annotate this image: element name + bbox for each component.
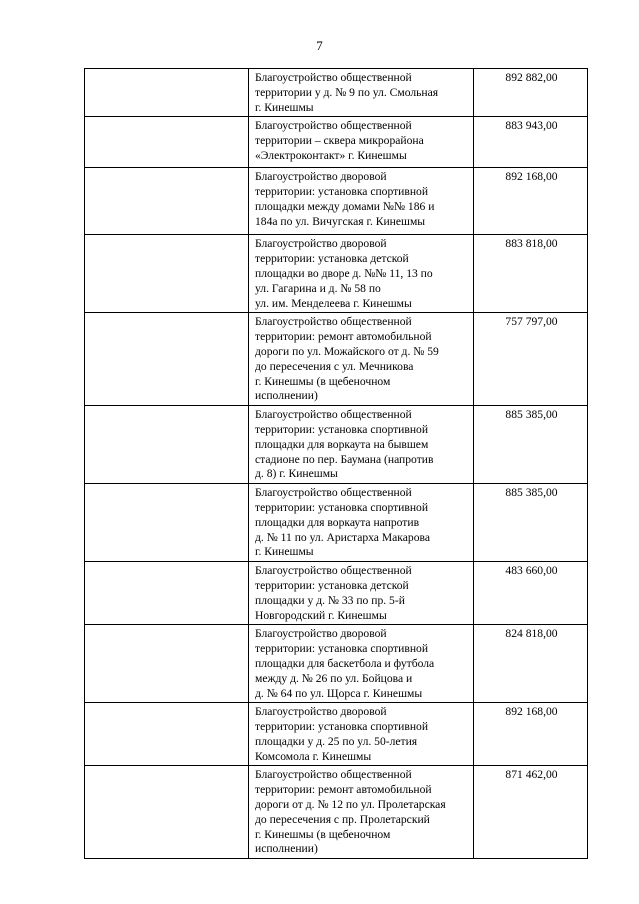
description-line: Благоустройство общественной — [255, 486, 412, 500]
description-line: территории: установка детской — [255, 252, 409, 266]
description-line: Благоустройство общественной — [255, 119, 412, 133]
description-line: д. № 64 по ул. Щорса г. Кинешмы — [255, 686, 423, 700]
description-line: д. 8) г. Кинешмы — [255, 467, 338, 481]
description-line: территории: установка спортивной — [255, 642, 429, 656]
description-line: Благоустройство общественной — [255, 71, 412, 84]
description-cell — [249, 703, 474, 766]
amount-cell: 483 660,00 — [474, 562, 588, 625]
description-line: «Электроконтакт» г. Кинешмы — [255, 148, 407, 162]
description-line: площадки для воркаута на бывшем — [255, 437, 429, 451]
description-line: дороги по ул. Можайского от д. № 59 — [255, 344, 439, 358]
description-line: 184а по ул. Вичугская г. Кинешмы — [255, 214, 426, 228]
description-cell — [249, 235, 474, 313]
empty-cell — [85, 168, 249, 235]
description-line: Благоустройство дворовой — [255, 705, 387, 719]
description-line: площадки между домами №№ 186 и — [255, 199, 435, 213]
table-body — [85, 69, 588, 859]
description-line: исполнении) — [255, 842, 318, 856]
amount-cell: 892 168,00 — [474, 703, 588, 766]
description-line: Благоустройство дворовой — [255, 237, 387, 251]
description-line: Благоустройство общественной — [255, 408, 412, 422]
description-line: территории: установка спортивной — [255, 185, 429, 199]
description-line: г. Кинешмы — [255, 100, 314, 114]
table-row — [85, 313, 588, 406]
description-line: Благоустройство общественной — [255, 768, 412, 782]
amount-cell: 892 168,00 — [474, 168, 588, 235]
description-line: площадки для баскетбола и футбола — [255, 656, 435, 670]
description-line: Благоустройство дворовой — [255, 627, 387, 641]
amount-cell: 892 882,00 — [474, 69, 588, 117]
description-line: дороги от д. № 12 по ул. Пролетарская — [255, 798, 446, 812]
description-cell — [249, 484, 474, 562]
description-line: площадки во дворе д. №№ 11, 13 по — [255, 266, 433, 280]
description-line: г. Кинешмы — [255, 545, 314, 559]
description-line: д. № 11 по ул. Аристарха Макарова — [255, 530, 430, 544]
table-row — [85, 562, 588, 625]
amount-cell: 883 818,00 — [474, 235, 588, 313]
table-row — [85, 69, 588, 117]
table-row — [85, 703, 588, 766]
amount-cell: 883 943,00 — [474, 117, 588, 168]
description-line: территории: ремонт автомобильной — [255, 330, 432, 344]
empty-cell — [85, 117, 249, 168]
description-line: ул. им. Менделеева г. Кинешмы — [255, 296, 412, 310]
amount-cell: 871 462,00 — [474, 766, 588, 859]
description-cell — [249, 562, 474, 625]
description-line: Комсомола г. Кинешмы — [255, 749, 372, 763]
empty-cell — [85, 766, 249, 859]
description-line: территории: установка спортивной — [255, 720, 429, 734]
description-line: г. Кинешмы (в щебеночном — [255, 374, 391, 388]
description-cell — [249, 406, 474, 484]
amount-cell: 757 797,00 — [474, 313, 588, 406]
empty-cell — [85, 69, 249, 117]
description-line: исполнении) — [255, 389, 318, 403]
description-cell — [249, 117, 474, 168]
table-row — [85, 484, 588, 562]
description-cell — [249, 625, 474, 703]
description-line: Новгородский г. Кинешмы — [255, 608, 387, 622]
description-line: площадки у д. № 33 по пр. 5-й — [255, 593, 405, 607]
description-line: г. Кинешмы (в щебеночном — [255, 827, 391, 841]
table-row — [85, 766, 588, 859]
description-line: территории у д. № 9 по ул. Смольная — [255, 85, 439, 99]
description-line: Благоустройство общественной — [255, 564, 412, 578]
table-row — [85, 117, 588, 168]
empty-cell — [85, 625, 249, 703]
description-line: до пересечения с ул. Мечникова — [255, 359, 414, 373]
description-cell — [249, 766, 474, 859]
description-line: территории: установка детской — [255, 578, 409, 592]
description-line: стадионе по пер. Баумана (напротив — [255, 452, 434, 466]
amount-cell: 824 818,00 — [474, 625, 588, 703]
description-line: территории: установка спортивной — [255, 422, 429, 436]
empty-cell — [85, 235, 249, 313]
description-cell — [249, 69, 474, 117]
page-number: 7 — [316, 38, 323, 53]
empty-cell — [85, 313, 249, 406]
description-line: Благоустройство дворовой — [255, 170, 387, 184]
description-line: ул. Гагарина и д. № 58 по — [255, 281, 381, 295]
description-line: территории: установка спортивной — [255, 500, 429, 514]
description-cell — [249, 168, 474, 235]
table-row — [85, 406, 588, 484]
description-line: Благоустройство общественной — [255, 315, 412, 329]
table-row — [85, 168, 588, 235]
empty-cell — [85, 703, 249, 766]
empty-cell — [85, 406, 249, 484]
budget-table — [84, 68, 588, 859]
description-line: территории – сквера микрорайона — [255, 134, 424, 148]
description-line: территории: ремонт автомобильной — [255, 783, 432, 797]
empty-cell — [85, 562, 249, 625]
description-line: до пересечения с пр. Пролетарский — [255, 812, 430, 826]
description-line: площадки у д. 25 по ул. 50-летия — [255, 734, 418, 748]
description-line: площадки для воркаута напротив — [255, 515, 420, 529]
empty-cell — [85, 484, 249, 562]
description-line: между д. № 26 по ул. Бойцова и — [255, 671, 413, 685]
amount-cell: 885 385,00 — [474, 406, 588, 484]
table-row — [85, 235, 588, 313]
description-cell — [249, 313, 474, 406]
amount-cell: 885 385,00 — [474, 484, 588, 562]
table-row — [85, 625, 588, 703]
